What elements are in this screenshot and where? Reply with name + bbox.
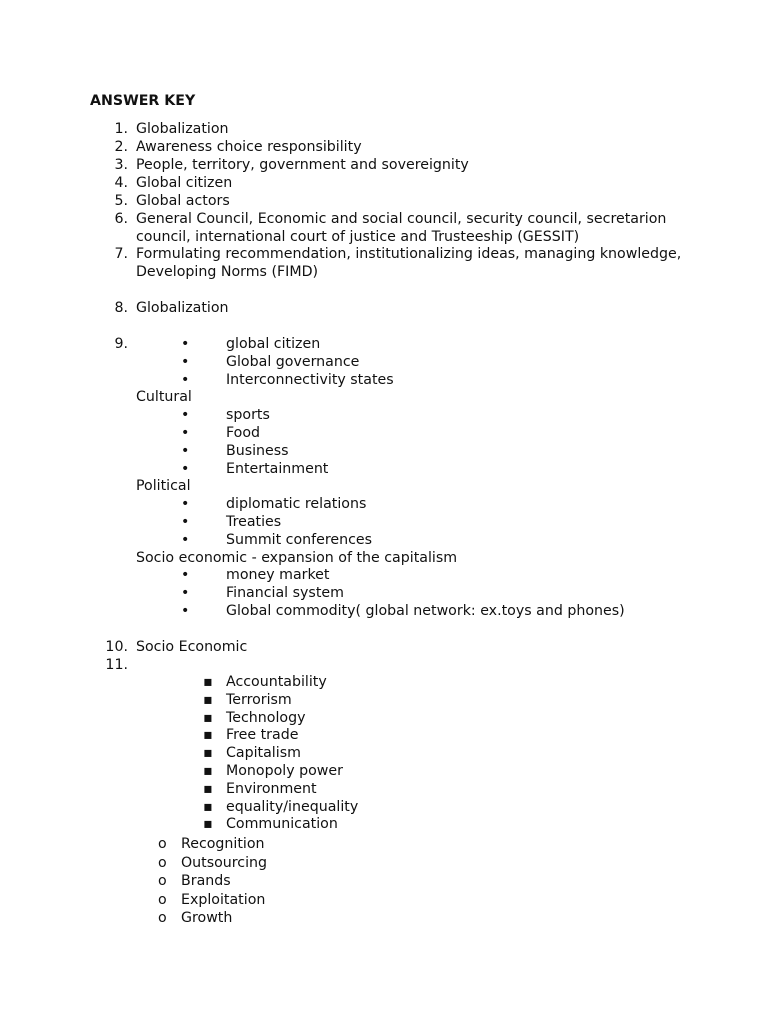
list-item: Monopoly power — [226, 763, 343, 779]
list-item: Treaties — [226, 514, 282, 530]
bullet-marker: • — [181, 585, 190, 602]
list-number: 7. — [114, 246, 128, 262]
list-number: 8. — [114, 300, 128, 316]
bullet-marker: • — [181, 353, 190, 370]
list-number: 6. — [114, 211, 128, 227]
list-item: Food — [226, 425, 261, 441]
list-number: 3. — [114, 157, 128, 173]
square-bullet-marker: ▪ — [203, 674, 213, 690]
list-number: 2. — [114, 139, 128, 155]
list-number: 10. — [105, 639, 128, 655]
bullet-marker: • — [181, 496, 190, 513]
circle-bullet-marker: o — [158, 891, 167, 908]
bullet-marker: • — [181, 603, 190, 619]
bullet-marker: • — [181, 442, 190, 459]
answer-text: People, territory, government and sovereignity — [136, 157, 469, 173]
list-item: Entertainment — [226, 460, 329, 477]
square-bullet-marker: ▪ — [203, 727, 213, 744]
list-item: Outsourcing — [181, 854, 268, 871]
circle-bullet-marker: o — [158, 873, 167, 889]
list-item: Free trade — [226, 727, 299, 744]
list-number: 5. — [114, 193, 128, 209]
group-heading: Political — [136, 478, 191, 495]
answer-text: Developing Norms (FIMD) — [136, 264, 319, 280]
square-bullet-marker: ▪ — [203, 816, 213, 833]
list-item: Interconnectivity states — [226, 371, 394, 388]
list-item: equality/inequality — [226, 798, 359, 815]
circle-bullet-marker: o — [158, 910, 167, 926]
page-title: ANSWER KEY — [90, 93, 196, 109]
bullet-marker: • — [181, 425, 190, 441]
list-number: 9. — [114, 336, 128, 352]
list-item: Business — [226, 442, 289, 459]
bullet-marker: • — [181, 567, 190, 584]
list-number: 4. — [114, 175, 128, 191]
list-item: Accountability — [226, 674, 327, 690]
answer-text: General Council, Economic and social council, security council, secretarion — [136, 211, 667, 227]
answer-text: Global citizen — [136, 175, 233, 191]
list-item: Recognition — [181, 836, 265, 852]
list-item: Capitalism — [226, 745, 301, 762]
answer-text: Formulating recommendation, institutionalizing ideas, managing knowledge, — [136, 246, 682, 262]
answer-text: Awareness choice responsibility — [136, 139, 362, 155]
list-item: Growth — [181, 910, 233, 926]
square-bullet-marker: ▪ — [203, 709, 213, 726]
list-item: Exploitation — [181, 891, 266, 908]
list-item: diplomatic relations — [226, 496, 367, 513]
circle-bullet-marker: o — [158, 854, 167, 871]
bullet-marker: • — [181, 371, 190, 388]
list-item: sports — [226, 407, 270, 424]
square-bullet-marker: ▪ — [203, 745, 213, 762]
bullet-marker: • — [181, 514, 190, 530]
bullet-marker: • — [181, 531, 190, 548]
list-item: Summit conferences — [226, 531, 373, 548]
bullet-marker: • — [181, 336, 190, 352]
square-bullet-marker: ▪ — [203, 763, 213, 779]
square-bullet-marker: ▪ — [203, 798, 213, 815]
answer-text: Global actors — [136, 193, 230, 209]
bullet-marker: • — [181, 407, 190, 424]
list-item: money market — [226, 567, 330, 584]
list-item: Brands — [181, 873, 231, 889]
bullet-marker: • — [181, 460, 190, 477]
square-bullet-marker: ▪ — [203, 691, 213, 708]
group-heading: Cultural — [136, 389, 192, 406]
list-item: Communication — [226, 816, 338, 833]
list-number: 11. — [105, 657, 128, 673]
list-item: Financial system — [226, 585, 344, 602]
group-heading: Socio economic - expansion of the capitalism — [136, 549, 458, 566]
square-bullet-marker: ▪ — [203, 780, 213, 797]
answer-text: Globalization — [136, 121, 229, 137]
list-number: 1. — [114, 121, 128, 137]
list-item: global citizen — [226, 336, 321, 352]
list-item: Terrorism — [226, 691, 292, 708]
circle-bullet-marker: o — [158, 836, 167, 852]
answer-text: council, international court of justice and Trusteeship (GESSIT) — [136, 229, 580, 245]
list-item: Environment — [226, 780, 317, 797]
list-item: Global commodity( global network: ex.toys and phones) — [226, 603, 625, 619]
list-item: Technology — [226, 709, 306, 726]
list-item: Global governance — [226, 353, 360, 370]
answer-text: Globalization — [136, 300, 229, 316]
answer-text: Socio Economic — [136, 639, 248, 655]
